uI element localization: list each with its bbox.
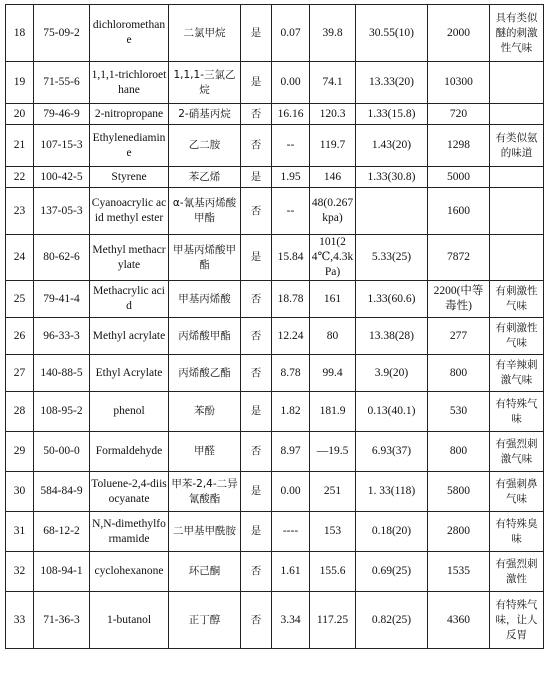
- cell-chinese-name: 环己酮: [169, 552, 241, 592]
- cell-yes-no: 是: [241, 472, 272, 512]
- cell-boiling-point: 99.4: [310, 355, 356, 392]
- cell-value: 1.61: [272, 552, 310, 592]
- cell-ld50: 720: [428, 104, 490, 125]
- cell-vapor-pressure: 13.38(28): [356, 318, 428, 355]
- cell-value: 16.16: [272, 104, 310, 125]
- cell-value: 15.84: [272, 235, 310, 281]
- cell-cas: 68-12-2: [34, 512, 90, 552]
- table-row: [6, 355, 544, 392]
- cell-ld50: 2000: [428, 5, 490, 62]
- cell-english-name: Styrene: [90, 167, 169, 188]
- table-body: [6, 5, 544, 649]
- table-row: [6, 592, 544, 649]
- cell-chinese-name: 二甲基甲酰胺: [169, 512, 241, 552]
- cell-no: 30: [6, 472, 34, 512]
- cell-yes-no: 是: [241, 167, 272, 188]
- cell-cas: 137-05-3: [34, 188, 90, 235]
- cell-cas: 50-00-0: [34, 432, 90, 472]
- cell-cas: 71-55-6: [34, 62, 90, 104]
- cell-chinese-name: α-氰基丙烯酸甲酯: [169, 188, 241, 235]
- cell-chinese-name: 丙烯酸乙酯: [169, 355, 241, 392]
- cell-english-name: cyclohexanone: [90, 552, 169, 592]
- cell-yes-no: 否: [241, 355, 272, 392]
- cell-chinese-name: 甲醛: [169, 432, 241, 472]
- cell-odor-note: [490, 167, 544, 188]
- cell-odor-note: 具有类似醚的刺激性气味: [490, 5, 544, 62]
- cell-cas: 584-84-9: [34, 472, 90, 512]
- cell-odor-note: 有强烈刺激气味: [490, 432, 544, 472]
- cell-value: 3.34: [272, 592, 310, 649]
- cell-odor-note: [490, 235, 544, 281]
- cell-boiling-point: 146: [310, 167, 356, 188]
- cell-vapor-pressure: 0.69(25): [356, 552, 428, 592]
- table-row: [6, 512, 544, 552]
- cell-yes-no: 否: [241, 104, 272, 125]
- cell-yes-no: 否: [241, 125, 272, 167]
- cell-odor-note: 有强刺鼻气味: [490, 472, 544, 512]
- cell-vapor-pressure: 1. 33(118): [356, 472, 428, 512]
- cell-chinese-name: 甲基丙烯酸: [169, 281, 241, 318]
- cell-odor-note: 有特殊臭味: [490, 512, 544, 552]
- table-row: [6, 318, 544, 355]
- cell-ld50: 5800: [428, 472, 490, 512]
- cell-no: 20: [6, 104, 34, 125]
- cell-ld50: 7872: [428, 235, 490, 281]
- cell-english-name: 1-butanol: [90, 592, 169, 649]
- cell-english-name: N,N-dimethylformamide: [90, 512, 169, 552]
- cell-chinese-name: 2-硝基丙烷: [169, 104, 241, 125]
- cell-english-name: Methacrylic acid: [90, 281, 169, 318]
- cell-english-name: phenol: [90, 392, 169, 432]
- cell-cas: 108-94-1: [34, 552, 90, 592]
- cell-no: 18: [6, 5, 34, 62]
- cell-boiling-point: 161: [310, 281, 356, 318]
- cell-vapor-pressure: 3.9(20): [356, 355, 428, 392]
- cell-boiling-point: 101(24℃,4.3kPa): [310, 235, 356, 281]
- cell-odor-note: 有刺激性气味: [490, 281, 544, 318]
- cell-boiling-point: 39.8: [310, 5, 356, 62]
- cell-value: --: [272, 188, 310, 235]
- cell-odor-note: 有特殊气味，让人反胃: [490, 592, 544, 649]
- cell-value: 8.97: [272, 432, 310, 472]
- cell-boiling-point: —19.5: [310, 432, 356, 472]
- cell-no: 31: [6, 512, 34, 552]
- cell-ld50: 530: [428, 392, 490, 432]
- cell-boiling-point: 155.6: [310, 552, 356, 592]
- cell-no: 32: [6, 552, 34, 592]
- cell-value: --: [272, 125, 310, 167]
- cell-cas: 96-33-3: [34, 318, 90, 355]
- document-page: [5, 4, 544, 649]
- cell-english-name: Methyl acrylate: [90, 318, 169, 355]
- cell-english-name: Toluene-2,4-diisocyanate: [90, 472, 169, 512]
- cell-chinese-name: 苯乙烯: [169, 167, 241, 188]
- cell-boiling-point: 153: [310, 512, 356, 552]
- cell-ld50: 2800: [428, 512, 490, 552]
- cell-odor-note: 有辛辣刺激气味: [490, 355, 544, 392]
- cell-ld50: 800: [428, 355, 490, 392]
- cell-chinese-name: 甲基丙烯酸甲酯: [169, 235, 241, 281]
- table-row: [6, 5, 544, 62]
- cell-cas: 100-42-5: [34, 167, 90, 188]
- cell-yes-no: 是: [241, 235, 272, 281]
- cell-value: 0.07: [272, 5, 310, 62]
- cell-ld50: 4360: [428, 592, 490, 649]
- cell-yes-no: 是: [241, 512, 272, 552]
- cell-value: 8.78: [272, 355, 310, 392]
- table-row: [6, 392, 544, 432]
- cell-no: 25: [6, 281, 34, 318]
- cell-yes-no: 否: [241, 318, 272, 355]
- cell-cas: 79-46-9: [34, 104, 90, 125]
- cell-yes-no: 是: [241, 5, 272, 62]
- cell-yes-no: 否: [241, 592, 272, 649]
- cell-english-name: Ethyl Acrylate: [90, 355, 169, 392]
- table-row: [6, 472, 544, 512]
- cell-yes-no: 是: [241, 392, 272, 432]
- cell-odor-note: [490, 188, 544, 235]
- cell-no: 24: [6, 235, 34, 281]
- cell-odor-note: [490, 62, 544, 104]
- cell-vapor-pressure: 1.33(15.8): [356, 104, 428, 125]
- cell-chinese-name: 乙二胺: [169, 125, 241, 167]
- cell-cas: 75-09-2: [34, 5, 90, 62]
- cell-odor-note: 有刺激性气味: [490, 318, 544, 355]
- cell-vapor-pressure: 1.33(60.6): [356, 281, 428, 318]
- cell-chinese-name: 1,1,1-三氯乙烷: [169, 62, 241, 104]
- cell-english-name: Methyl methacrylate: [90, 235, 169, 281]
- cell-boiling-point: 74.1: [310, 62, 356, 104]
- cell-cas: 140-88-5: [34, 355, 90, 392]
- cell-vapor-pressure: 5.33(25): [356, 235, 428, 281]
- cell-no: 33: [6, 592, 34, 649]
- cell-value: 1.95: [272, 167, 310, 188]
- cell-value: ----: [272, 512, 310, 552]
- table-row: [6, 104, 544, 125]
- cell-chinese-name: 正丁醇: [169, 592, 241, 649]
- cell-cas: 71-36-3: [34, 592, 90, 649]
- cell-vapor-pressure: 13.33(20): [356, 62, 428, 104]
- cell-vapor-pressure: 1.33(30.8): [356, 167, 428, 188]
- cell-yes-no: 否: [241, 188, 272, 235]
- cell-ld50: 2200(中等毒性): [428, 281, 490, 318]
- cell-odor-note: 有类似氨的味道: [490, 125, 544, 167]
- cell-boiling-point: 80: [310, 318, 356, 355]
- table-row: [6, 188, 544, 235]
- cell-no: 21: [6, 125, 34, 167]
- cell-vapor-pressure: [356, 188, 428, 235]
- cell-odor-note: [490, 104, 544, 125]
- table-row: [6, 552, 544, 592]
- table-row: [6, 62, 544, 104]
- table-row: [6, 125, 544, 167]
- cell-no: 27: [6, 355, 34, 392]
- cell-yes-no: 否: [241, 432, 272, 472]
- cell-cas: 79-41-4: [34, 281, 90, 318]
- cell-chinese-name: 苯酚: [169, 392, 241, 432]
- table-row: [6, 167, 544, 188]
- cell-boiling-point: 120.3: [310, 104, 356, 125]
- cell-ld50: 5000: [428, 167, 490, 188]
- cell-yes-no: 是: [241, 62, 272, 104]
- cell-ld50: 1600: [428, 188, 490, 235]
- cell-ld50: 277: [428, 318, 490, 355]
- cell-vapor-pressure: 1.43(20): [356, 125, 428, 167]
- table-row: [6, 432, 544, 472]
- cell-odor-note: 有特殊气味: [490, 392, 544, 432]
- cell-no: 22: [6, 167, 34, 188]
- cell-vapor-pressure: 30.55(10): [356, 5, 428, 62]
- cell-chinese-name: 丙烯酸甲酯: [169, 318, 241, 355]
- cell-no: 19: [6, 62, 34, 104]
- cell-vapor-pressure: 0.82(25): [356, 592, 428, 649]
- cell-english-name: Ethylenediamine: [90, 125, 169, 167]
- cell-ld50: 10300: [428, 62, 490, 104]
- cell-ld50: 1535: [428, 552, 490, 592]
- cell-vapor-pressure: 0.13(40.1): [356, 392, 428, 432]
- cell-yes-no: 否: [241, 552, 272, 592]
- cell-chinese-name: 甲苯-2,4-二异氰酸酯: [169, 472, 241, 512]
- cell-yes-no: 否: [241, 281, 272, 318]
- chemical-properties-table: [5, 4, 544, 649]
- cell-english-name: dichloromethane: [90, 5, 169, 62]
- cell-chinese-name: 二氯甲烷: [169, 5, 241, 62]
- cell-boiling-point: 181.9: [310, 392, 356, 432]
- cell-no: 26: [6, 318, 34, 355]
- cell-english-name: 2-nitropropane: [90, 104, 169, 125]
- cell-value: 1.82: [272, 392, 310, 432]
- cell-vapor-pressure: 6.93(37): [356, 432, 428, 472]
- cell-no: 29: [6, 432, 34, 472]
- cell-vapor-pressure: 0.18(20): [356, 512, 428, 552]
- cell-boiling-point: 251: [310, 472, 356, 512]
- cell-boiling-point: 119.7: [310, 125, 356, 167]
- cell-english-name: Cyanoacrylic acid methyl ester: [90, 188, 169, 235]
- cell-boiling-point: 117.25: [310, 592, 356, 649]
- cell-no: 28: [6, 392, 34, 432]
- table-row: [6, 281, 544, 318]
- cell-odor-note: 有强烈刺激性: [490, 552, 544, 592]
- cell-boiling-point: 48(0.267kpa): [310, 188, 356, 235]
- table-row: [6, 235, 544, 281]
- cell-value: 0.00: [272, 472, 310, 512]
- cell-cas: 107-15-3: [34, 125, 90, 167]
- cell-english-name: 1,1,1-trichloroethane: [90, 62, 169, 104]
- cell-value: 0.00: [272, 62, 310, 104]
- cell-cas: 80-62-6: [34, 235, 90, 281]
- cell-ld50: 1298: [428, 125, 490, 167]
- cell-value: 18.78: [272, 281, 310, 318]
- cell-value: 12.24: [272, 318, 310, 355]
- cell-ld50: 800: [428, 432, 490, 472]
- cell-cas: 108-95-2: [34, 392, 90, 432]
- cell-no: 23: [6, 188, 34, 235]
- cell-english-name: Formaldehyde: [90, 432, 169, 472]
